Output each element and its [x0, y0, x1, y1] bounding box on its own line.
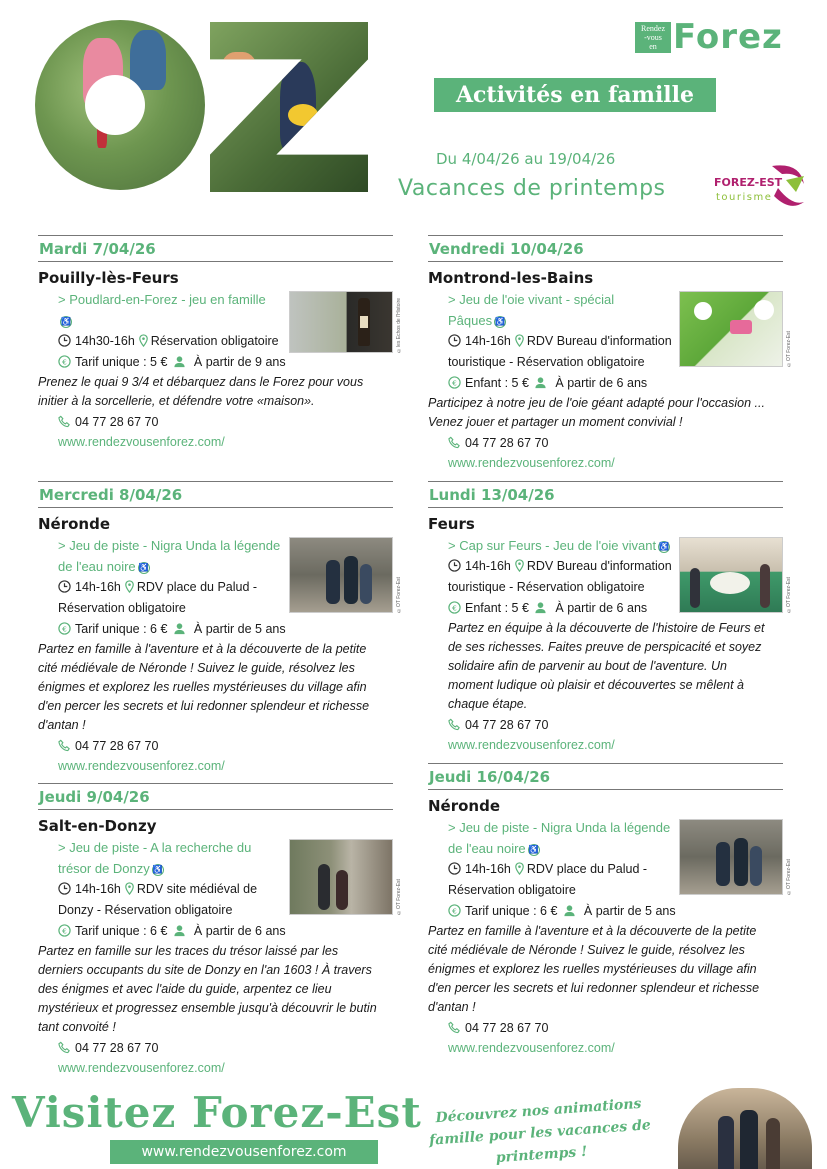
event-schedule	[58, 331, 393, 352]
event-place: RDV place du Palud - Réservation obligatoire	[58, 580, 258, 615]
event-description: Partez en famille sur les traces du trésor laissé par les derniers occupants du site de Donzy en l'an 1603 ! À travers des énigmes et avec l'aide du guide, arpentez ce lieu mystérieux et progressez ensemble jusqu'à découvrir le butin tant convoité !	[38, 944, 377, 1034]
person-icon	[173, 622, 186, 635]
footer-tagline: Découvrez nos animations famille pour les vacances de printemps !	[428, 1095, 652, 1167]
phone-icon	[448, 718, 461, 731]
svg-text:€: €	[452, 906, 457, 916]
event-town: Montrond-les-Bains	[428, 269, 594, 287]
euro-icon	[448, 904, 461, 917]
event-schedule	[428, 331, 673, 373]
event-place: RDV site médiéval de Donzy - Réservation obligatoire	[58, 882, 258, 917]
footer-url[interactable]: www.rendezvousenforez.com	[110, 1140, 378, 1164]
event-title[interactable]	[58, 837, 268, 879]
photo-credit: ©OT Forez-Est	[396, 879, 402, 915]
event-price: Tarif unique : 6 €	[75, 924, 168, 938]
event-block	[428, 763, 792, 1058]
event-description: Prenez le quai 9 3/4 et débarquez dans le Forez pour vous initier à la sorcellerie, et défendre votre «maison».	[38, 375, 364, 408]
svg-text:€: €	[452, 603, 457, 613]
footer-title: Visitez Forez-Est	[12, 1088, 422, 1137]
right-column	[428, 235, 792, 1058]
svg-text:€: €	[62, 624, 67, 634]
event-time: 14h-16h	[465, 334, 511, 348]
event-phone[interactable]: 04 77 28 67 70	[465, 718, 549, 732]
clock-icon	[58, 334, 71, 347]
event-description: Participez à notre jeu de l'oie géant adapté pour l'occasion ... Venez jouer et partager un moment convivial !	[428, 396, 765, 429]
page-title-banner: Activités en famille	[434, 78, 716, 112]
season-title: Vacances de printemps	[398, 176, 666, 201]
event-block	[38, 235, 402, 481]
event-price: Tarif unique : 6 €	[465, 904, 558, 918]
person-icon	[563, 904, 576, 917]
event-phone[interactable]: 04 77 28 67 70	[75, 739, 159, 753]
location-pin-icon	[513, 559, 526, 572]
event-activity	[428, 535, 783, 619]
event-title[interactable]	[448, 535, 673, 556]
event-price: Tarif unique : 5 €	[75, 355, 168, 369]
svg-text:€: €	[62, 357, 67, 367]
event-age: À partir de 6 ans	[555, 601, 648, 615]
event-schedule	[38, 879, 283, 921]
event-town: Feurs	[428, 515, 475, 533]
date-range: Du 4/04/26 au 19/04/26	[436, 150, 616, 168]
euro-icon	[58, 622, 71, 635]
event-description: Partez en famille à l'aventure et à la découverte de la petite cité médiévale de Néronde ! Suivez le guide, résolvez les énigmes et explorez les ruelles mystérieuses du village afin d'en percer les secrets et lui redonner splendeur et richesse d'antan !	[428, 924, 760, 1014]
event-phone[interactable]: 04 77 28 67 70	[465, 1021, 549, 1035]
event-block	[428, 481, 792, 763]
event-place: RDV place du Palud - Réservation obligatoire	[448, 862, 648, 897]
left-column	[38, 235, 402, 1078]
logo-small-text: Rendez -vous en	[635, 22, 671, 53]
event-activity	[428, 289, 783, 394]
location-pin-icon	[513, 862, 526, 875]
event-price-row	[58, 921, 393, 942]
event-time: 14h-16h	[465, 559, 511, 573]
event-date: Lundi 13/04/26	[428, 481, 783, 508]
event-url[interactable]: www.rendezvousenforez.com/	[448, 1041, 615, 1055]
event-phone-row	[428, 715, 783, 736]
event-block	[38, 481, 402, 783]
photo-credit: ©OT Forez-Est	[786, 331, 792, 367]
accessibility-icon: ♿	[138, 562, 149, 572]
event-title[interactable]	[448, 289, 658, 331]
event-age: À partir de 6 ans	[193, 924, 286, 938]
logo-big-text: Forez	[673, 17, 783, 57]
event-town: Salt-en-Donzy	[38, 817, 157, 835]
event-description: Partez en équipe à la découverte de l'histoire de Feurs et de ses richesses. Faites preuve de perspicacité et soyez solidaire afin de parvenir au bout de l'aventure. Un moment ludique où plaisir et découvertes se mêlent à chaque étape.	[448, 621, 765, 711]
phone-icon	[58, 1041, 71, 1054]
phone-icon	[448, 1021, 461, 1034]
event-price-row	[448, 373, 783, 394]
logo-line2: tourisme	[716, 192, 773, 203]
location-pin-icon	[513, 334, 526, 347]
event-town: Néronde	[38, 515, 111, 533]
accessibility-icon: ♿	[495, 316, 506, 326]
euro-icon	[448, 601, 461, 614]
event-title-text[interactable]: > Jeu de piste - Nigra Unda la légende de l'eau noire	[58, 538, 281, 574]
euro-icon	[448, 376, 461, 389]
accessibility-icon: ♿	[659, 541, 670, 551]
phone-icon	[58, 739, 71, 752]
event-phone[interactable]: 04 77 28 67 70	[75, 415, 159, 429]
event-schedule	[38, 577, 258, 619]
event-price: Tarif unique : 6 €	[75, 622, 168, 636]
hero-letter-z-photo	[210, 22, 368, 192]
event-date: Vendredi 10/04/26	[428, 235, 783, 262]
event-url[interactable]: www.rendezvousenforez.com/	[448, 456, 615, 470]
event-age: À partir de 5 ans	[193, 622, 286, 636]
location-pin-icon	[137, 334, 150, 347]
photo-credit: ©OT Forez-Est	[396, 577, 402, 613]
logo-line1: FOREZ-EST	[714, 176, 783, 189]
event-title-text[interactable]: > Jeu de l'oie vivant - spécial Pâques	[448, 292, 615, 328]
location-pin-icon	[123, 882, 136, 895]
event-age: À partir de 9 ans	[193, 355, 286, 369]
event-activity	[428, 817, 783, 922]
event-phone-row	[428, 433, 783, 454]
event-place: Réservation obligatoire	[150, 334, 279, 348]
person-icon	[173, 355, 186, 368]
event-price: Enfant : 5 €	[465, 601, 529, 615]
euro-icon	[58, 355, 71, 368]
clock-icon	[448, 334, 461, 347]
clock-icon	[58, 882, 71, 895]
event-block	[428, 235, 792, 481]
event-url[interactable]: www.rendezvousenforez.com/	[58, 1061, 225, 1075]
event-title-text[interactable]: > Jeu de piste - A la recherche du trésor de Donzy	[58, 840, 252, 876]
event-block	[38, 783, 402, 1078]
event-activity	[38, 289, 393, 373]
location-pin-icon	[123, 580, 136, 593]
event-phone-row	[428, 1018, 783, 1039]
event-description: Partez en famille à l'aventure et à la découverte de la petite cité médiévale de Néronde ! Suivez le guide, résolvez les énigmes et explorez les ruelles mystérieuses du village afin d'en percer les secrets et lui redonner splendeur et richesse d'antan !	[38, 642, 370, 732]
photo-credit: ©OT Forez-Est	[786, 859, 792, 895]
event-time: 14h30-16h	[75, 334, 135, 348]
event-title-text[interactable]: > Poudlard-en-Forez - jeu en famille	[58, 292, 266, 307]
person-icon	[534, 376, 547, 389]
event-title[interactable]	[58, 535, 283, 577]
hero-letter-o-photo	[35, 20, 205, 190]
event-time: 14h-16h	[75, 882, 121, 896]
event-time: 14h-16h	[465, 862, 511, 876]
phone-icon	[448, 436, 461, 449]
hero-photo-oz	[35, 20, 370, 195]
rendez-vous-en-forez-logo	[635, 17, 783, 57]
clock-icon	[448, 862, 461, 875]
event-phone-row	[38, 1038, 393, 1059]
event-time: 14h-16h	[75, 580, 121, 594]
event-date: Mercredi 8/04/26	[38, 481, 393, 508]
event-place: RDV Bureau d'information touristique - Réservation obligatoire	[448, 334, 672, 369]
event-schedule	[428, 859, 648, 901]
photo-credit: ©les Echos de l'Histoire	[396, 297, 402, 353]
event-activity	[38, 837, 393, 942]
event-age: À partir de 6 ans	[555, 376, 648, 390]
accessibility-icon: ♿	[152, 864, 163, 874]
forez-est-tourisme-logo	[712, 162, 807, 212]
svg-text:€: €	[452, 378, 457, 388]
phone-icon	[58, 415, 71, 428]
event-price-row	[58, 619, 393, 640]
footer-photo	[678, 1088, 812, 1169]
clock-icon	[58, 580, 71, 593]
event-title-text[interactable]: > Jeu de piste - Nigra Unda la légende de l'eau noire	[448, 820, 671, 856]
event-schedule	[428, 556, 673, 598]
event-place: RDV Bureau d'information touristique - Réservation obligatoire	[448, 559, 672, 594]
event-url[interactable]: www.rendezvousenforez.com/	[58, 759, 225, 773]
event-url[interactable]: www.rendezvousenforez.com/	[58, 435, 225, 449]
event-age: À partir de 5 ans	[583, 904, 676, 918]
event-town: Néronde	[428, 797, 501, 815]
person-icon	[173, 924, 186, 937]
clock-icon	[448, 559, 461, 572]
person-icon	[534, 601, 547, 614]
event-phone[interactable]: 04 77 28 67 70	[75, 1041, 159, 1055]
event-phone-row	[38, 736, 393, 757]
accessibility-icon: ♿	[528, 844, 539, 854]
euro-icon	[58, 924, 71, 937]
event-title-text[interactable]: > Cap sur Feurs - Jeu de l'oie vivant	[448, 538, 657, 553]
event-price-row	[58, 352, 393, 373]
event-phone-row	[38, 412, 393, 433]
event-title[interactable]	[448, 817, 673, 859]
accessibility-icon: ♿	[61, 316, 71, 326]
event-phone[interactable]: 04 77 28 67 70	[465, 436, 549, 450]
photo-credit: ©OT Forez-Est	[786, 577, 792, 613]
event-date: Jeudi 16/04/26	[428, 763, 783, 790]
event-title[interactable]	[58, 289, 268, 331]
event-town: Pouilly-lès-Feurs	[38, 269, 179, 287]
event-activity	[38, 535, 393, 640]
event-url[interactable]: www.rendezvousenforez.com/	[448, 738, 615, 752]
svg-text:€: €	[62, 926, 67, 936]
event-price-row	[448, 901, 783, 922]
event-date: Jeudi 9/04/26	[38, 783, 393, 810]
event-date: Mardi 7/04/26	[38, 235, 393, 262]
event-price-row	[448, 598, 783, 619]
event-price: Enfant : 5 €	[465, 376, 529, 390]
